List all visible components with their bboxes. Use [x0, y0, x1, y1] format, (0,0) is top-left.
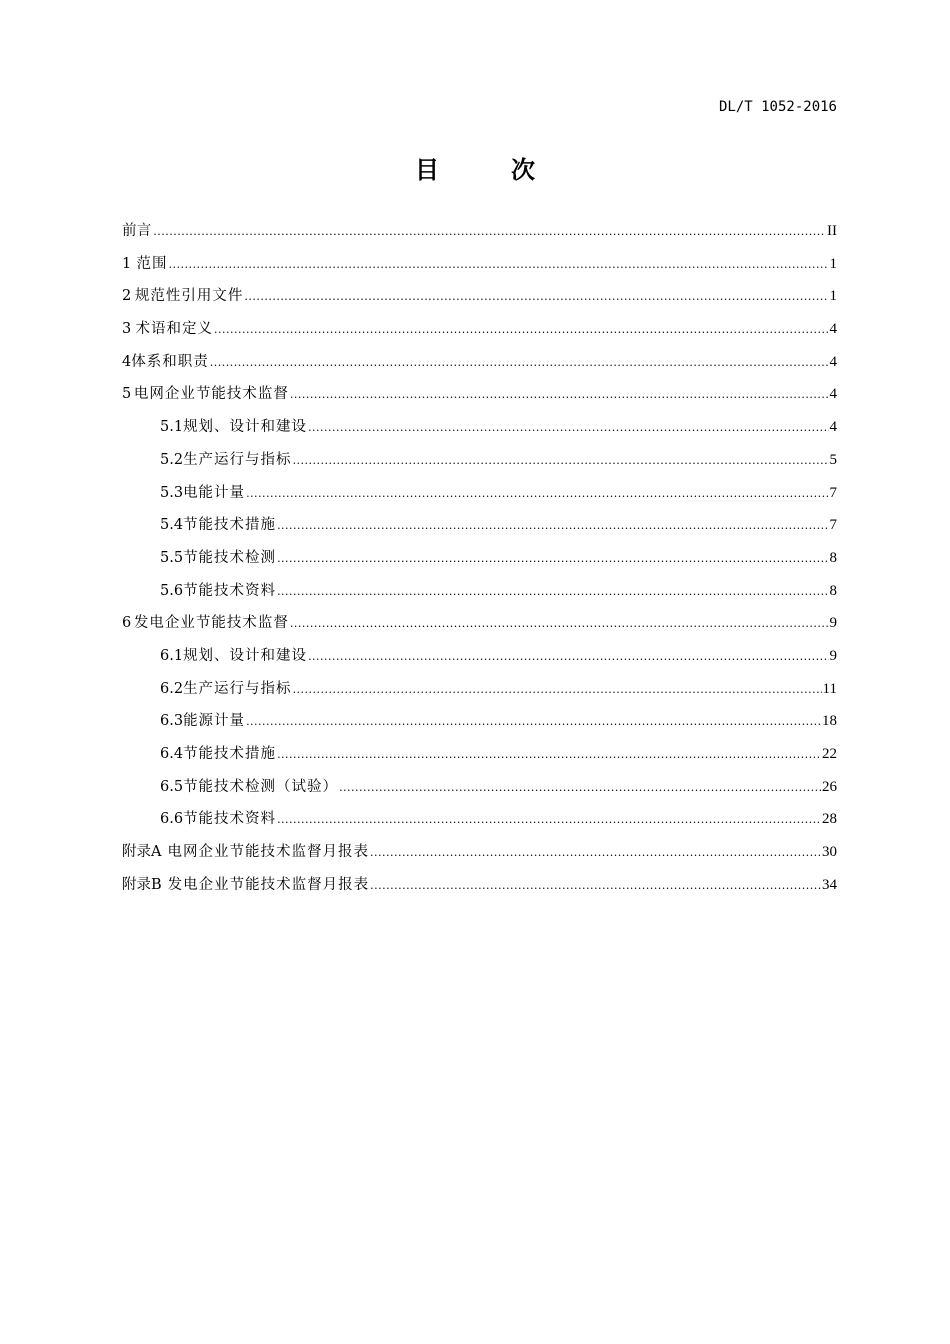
leader-dots: [290, 608, 829, 641]
toc-label: 言: [136, 223, 153, 239]
leader-dots: [210, 347, 829, 380]
toc-entry-5-5[interactable]: [122, 542, 837, 575]
leader-dots: [370, 870, 821, 903]
toc-label: 规划、设计和建设: [183, 419, 308, 436]
toc-number: 附录A: [122, 844, 162, 861]
toc-entry-6-1[interactable]: [122, 640, 837, 673]
toc-label: 电网企业节能技术监督月报表: [167, 844, 369, 861]
leader-dots: [214, 314, 829, 347]
toc-entry-6-3[interactable]: [122, 705, 837, 738]
toc-page: 9: [829, 647, 837, 664]
leader-dots: [277, 543, 828, 576]
toc-page: 30: [822, 844, 837, 861]
toc-number: 5.3: [160, 484, 184, 501]
title-char-1: 目: [415, 156, 439, 184]
toc-page: 34: [822, 876, 837, 893]
toc-entry-1[interactable]: [122, 248, 837, 281]
toc-label: 能源计量: [183, 713, 246, 730]
toc-entry-5-1[interactable]: [122, 411, 837, 444]
toc-page: 4: [829, 419, 837, 436]
toc-number: 6.6: [160, 811, 184, 828]
leader-dots: [293, 445, 829, 478]
toc-page: 8: [829, 582, 837, 599]
toc-number: 5.5: [160, 549, 184, 566]
toc-entry-5[interactable]: [122, 378, 837, 411]
toc-entry-4[interactable]: [122, 346, 837, 379]
page-title: [0, 150, 950, 185]
leader-dots: [244, 281, 828, 314]
toc-label: 电网企业节能技术监督: [133, 386, 289, 403]
toc-page: 22: [822, 746, 837, 762]
toc-entry-appendix-a[interactable]: [122, 836, 837, 869]
toc-entry-6-2[interactable]: [122, 673, 837, 706]
toc-number: 6: [122, 615, 132, 632]
leader-dots: [246, 706, 821, 739]
toc-label: 规范性引用文件: [134, 288, 244, 305]
toc-number: 5.4: [160, 517, 184, 534]
toc-entry-5-6[interactable]: [122, 575, 837, 608]
toc-page: 11: [822, 680, 837, 697]
toc-number: 5.6: [160, 582, 184, 599]
toc-number: 5.2: [160, 451, 184, 468]
toc-page: 1: [829, 288, 837, 305]
toc-entry-6[interactable]: [122, 607, 837, 640]
toc-entry-5-2[interactable]: [122, 444, 837, 477]
toc-label: 节能技术资料: [183, 811, 277, 828]
leader-dots: [246, 478, 828, 511]
toc-label: 生产运行与指标: [183, 680, 292, 697]
leader-dots: [293, 674, 822, 707]
toc-page: 4: [829, 353, 837, 370]
toc-number: 附录B: [122, 876, 162, 893]
toc-page: 1: [829, 255, 837, 272]
toc-number: 6.1: [160, 647, 184, 664]
toc-page: 4: [829, 321, 837, 338]
leader-dots: [290, 379, 829, 412]
toc-entry-5-3[interactable]: [122, 477, 837, 510]
toc-page: 4: [829, 386, 837, 403]
leader-dots: [153, 216, 826, 249]
toc-number: 2: [122, 288, 132, 305]
toc-page: 28: [822, 811, 837, 828]
toc-page: 5: [829, 451, 837, 468]
toc-label: 节能技术检测（试验）: [183, 778, 339, 795]
table-of-contents: [122, 215, 837, 901]
toc-number: 5.1: [160, 419, 184, 436]
toc-label: 规划、设计和建设: [183, 647, 308, 664]
toc-entry-6-6[interactable]: [122, 803, 837, 836]
toc-label: 体系和职责: [131, 353, 209, 370]
toc-label: 范围: [136, 255, 168, 272]
toc-entry-2[interactable]: [122, 280, 837, 313]
toc-label: 发电企业节能技术监督: [133, 615, 289, 632]
leader-dots: [277, 739, 821, 772]
toc-number: 3: [122, 321, 132, 338]
toc-number: 6.3: [160, 713, 184, 730]
toc-entry-6-4[interactable]: [122, 738, 837, 771]
toc-number: 5: [122, 386, 132, 403]
toc-entry-foreword[interactable]: [122, 215, 837, 248]
toc-number: 4: [122, 353, 132, 370]
toc-label: 节能技术措施: [183, 517, 277, 534]
toc-number: 6.5: [160, 778, 184, 795]
toc-label: 节能技术措施: [183, 746, 277, 762]
toc-page: II: [827, 223, 837, 239]
leader-dots: [308, 641, 828, 674]
leader-dots: [339, 772, 821, 805]
toc-number: 前: [122, 223, 137, 239]
toc-label: 节能技术检测: [183, 549, 277, 566]
toc-label: 发电企业节能技术监督月报表: [167, 876, 370, 893]
toc-number: 1: [122, 255, 132, 272]
leader-dots: [277, 576, 828, 609]
toc-entry-appendix-b[interactable]: [122, 869, 837, 902]
toc-entry-3[interactable]: [122, 313, 837, 346]
toc-entry-5-4[interactable]: [122, 509, 837, 542]
toc-label: 电能计量: [183, 484, 246, 501]
toc-page: 18: [822, 713, 837, 730]
document-code: DL/T 1052-2016: [718, 99, 837, 115]
toc-number: 6.4: [160, 746, 184, 762]
toc-page: 9: [829, 615, 837, 632]
leader-dots: [277, 804, 821, 837]
toc-page: 8: [829, 549, 837, 566]
leader-dots: [169, 249, 829, 282]
toc-label: 术语和定义: [135, 321, 213, 338]
toc-label: 节能技术资料: [183, 582, 277, 599]
toc-page: 26: [822, 778, 837, 795]
toc-entry-6-5[interactable]: [122, 771, 837, 804]
title-char-2: 次: [511, 156, 535, 184]
toc-page: 7: [829, 484, 837, 501]
toc-page: 7: [829, 517, 837, 534]
toc-label: 生产运行与指标: [183, 451, 292, 468]
leader-dots: [370, 837, 821, 870]
leader-dots: [308, 412, 828, 445]
toc-number: 6.2: [160, 680, 184, 697]
leader-dots: [277, 510, 828, 543]
